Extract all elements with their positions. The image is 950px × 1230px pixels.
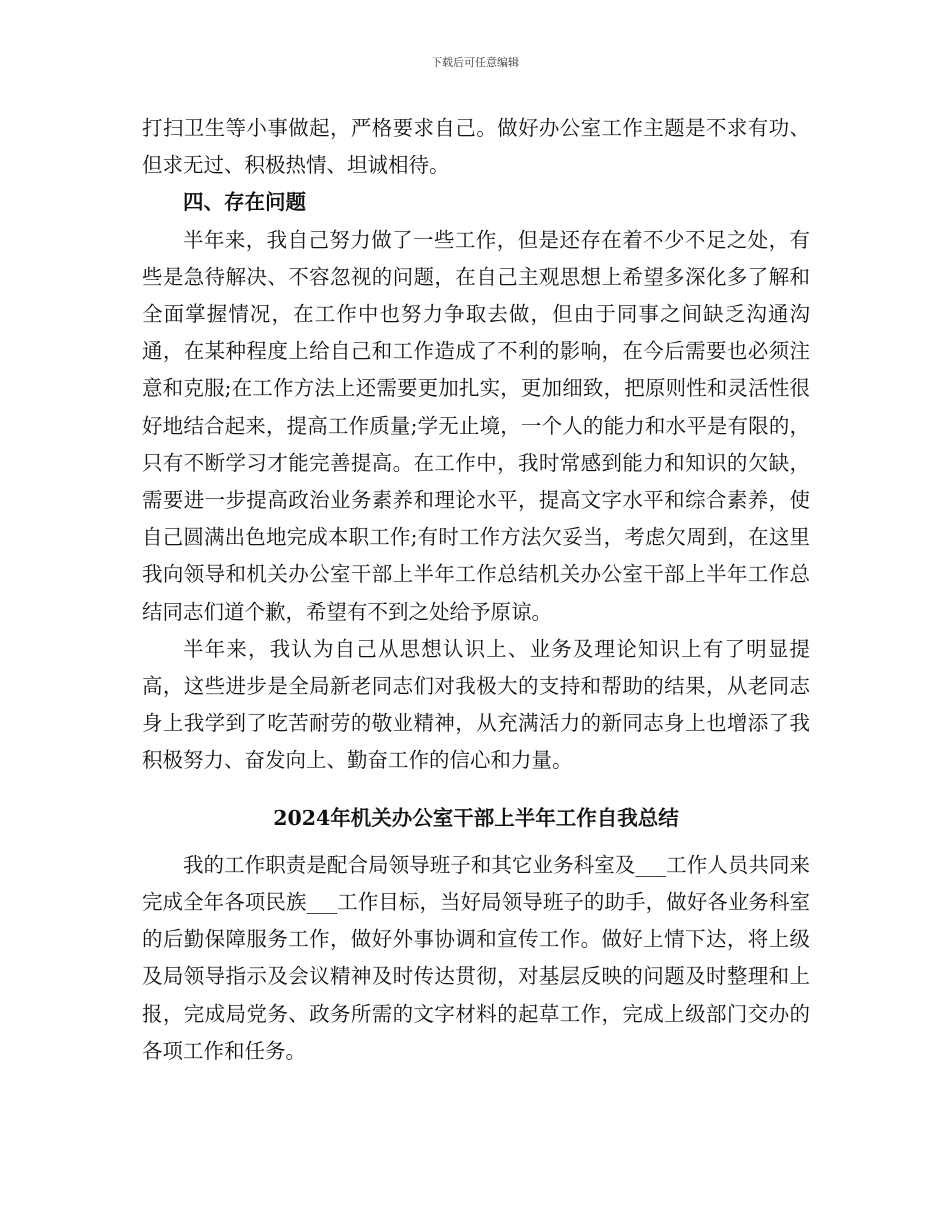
header-note: 下载后可任意编辑	[431, 56, 519, 69]
document-body	[142, 110, 810, 1070]
document-title: 2024年机关办公室干部上半年工作自我总结	[273, 805, 679, 830]
paragraph-problems: 半年来，我自己努力做了一些工作，但是还存在着不少不足之处，有些是急待解决、不容忽视的问题，在自己主观思想上希望多深化多了解和全面掌握情况，在工作中也努力争取去做，但由于同事之间缺乏沟通沟通，在某种程度上给自己和工作造成了不利的影响，在今后需要也必须注意和克服;在工作方法上还需要更加扎实，更加细致，把原则性和灵活性很好地结合起来，提高工作质量;学无止境，一个人的能力和水平是有限的，只有不断学习才能完善提高。在工作中，我时常感到能力和知识的欠缺，需要进一步提高政治业务素养和理论水平，提高文字水平和综合素养，使自己圆满出色地完成本职工作;有时工作方法欠妥当，考虑欠周到，在这里我向领导和机关办公室干部上半年工作总结机关办公室干部上半年工作总结同志们道个歉，希望有不到之处给予原谅。	[142, 227, 810, 624]
section-heading-problems: 四、存在问题	[183, 190, 306, 215]
paragraph-progress: 半年来，我认为自己从思想认识上、业务及理论知识上有了明显提高，这些进步是全局新老同志们对我极大的支持和帮助的结果，从老同志身上我学到了吃苦耐劳的敬业精神，从充满活力的新同志身上也增添了我积极努力、奋发向上、勤奋工作的信心和力量。	[142, 636, 810, 773]
paragraph-duties: 我的工作职责是配合局领导班子和其它业务科室及___工作人员共同来完成全年各项民族___工作目标，当好局领导班子的助手，做好各业务科室的后勤保障服务工作，做好外事协调和宣传工作。做好上情下达，将上级及局领导指示及会议精神及时传达贯彻，对基层反映的问题及时整理和上报，完成局党务、政务所需的文字材料的起草工作，完成上级部门交办的各项工作和任务。	[142, 852, 810, 1063]
paragraph-continuation: 打扫卫生等小事做起，严格要求自己。做好办公室工作主题是不求有功、但求无过、积极热情、坦诚相待。	[142, 116, 810, 178]
